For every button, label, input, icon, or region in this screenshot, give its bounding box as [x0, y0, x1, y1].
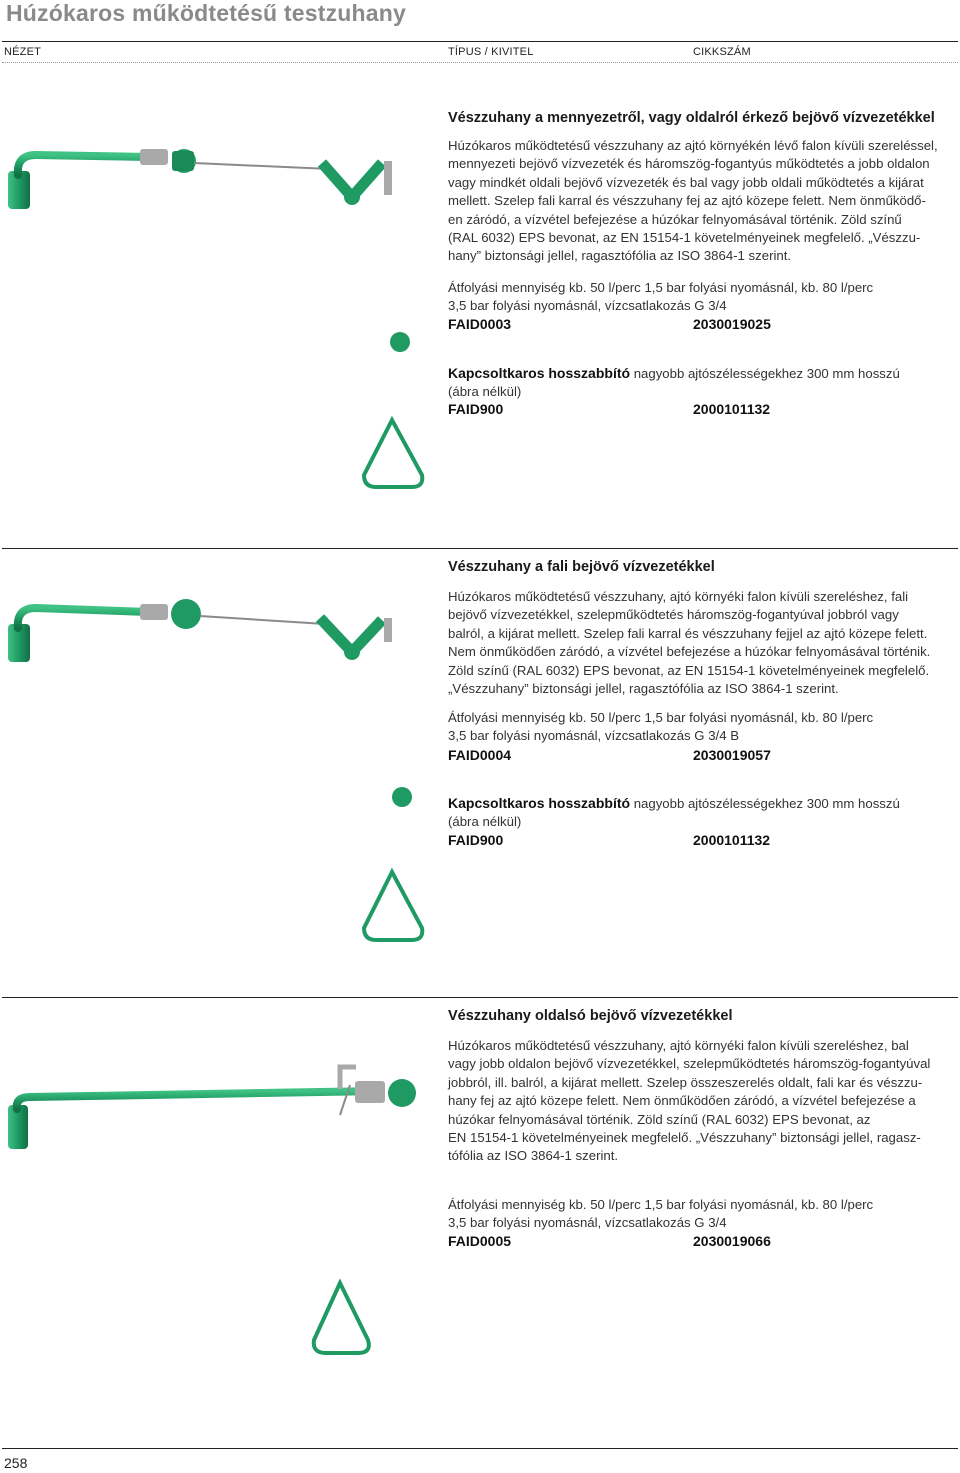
accessory-detail: nagyobb ajtószélességekhez 300 mm hosszú — [630, 366, 900, 381]
article-row — [448, 1233, 958, 1249]
description — [448, 588, 958, 698]
flow-line: Átfolyási mennyiség kb. 50 l/perc 1,5 bar folyási nyomásnál, kb. 80 l/perc — [448, 1197, 874, 1212]
header-rule — [2, 41, 958, 42]
section-heading: Vészzuhany a fali bejövő vízvezetékkel — [448, 559, 715, 575]
flow-line: 3,5 bar folyási nyomásnál, vízcsatlakozás G 3/4 B — [448, 728, 739, 744]
description-line: EN 15154-1 követelményeinek megfelelő. „Vészzuhany” biztonsági jellel, ragasz- — [448, 1130, 921, 1146]
flow-line: 3,5 bar folyási nyomásnál, vízcsatlakozás G 3/4 — [448, 298, 727, 314]
column-header-view: NÉZET — [4, 46, 42, 58]
article-number: 2030019057 — [693, 747, 771, 763]
accessory-row — [448, 401, 958, 417]
page-number: 258 — [4, 1455, 28, 1471]
description-line: (RAL 6032) EPS bevonat, az EN 15154-1 követelményeinek megfelelő. „Vészzu- — [448, 230, 921, 246]
description-line: vagy mindkét oldali bejövő vízvezeték és bal vagy jobb oldali működtetés a kijárat — [448, 174, 924, 190]
accessory-code: FAID900 — [448, 401, 504, 417]
accessory-note: (ábra nélkül) — [448, 814, 522, 830]
shower-image-side — [0, 1055, 440, 1385]
description-line: mennyezeti bejövő vízvezeték és háromszög-fogantyús működtetés a jobb oldalon — [448, 156, 930, 172]
article-number: 2030019066 — [693, 1233, 771, 1249]
description-line: tófólia az ISO 3864-1 szerint. — [448, 1148, 619, 1164]
section-heading: Vészzuhany a mennyezetről, vagy oldalról érkező bejövő vízvezetékkel — [448, 110, 935, 126]
article-code: FAID0004 — [448, 747, 512, 763]
column-header-type: TÍPUS / KIVITEL — [448, 46, 534, 58]
article-number: 2030019025 — [693, 316, 771, 332]
accessory-name: Kapcsoltkaros hosszabbító — [448, 365, 631, 381]
description — [448, 137, 958, 266]
description-line: Nem önműködően záródó, a vízvétel befejezése a húzókar felnyomásával történik. — [448, 644, 931, 660]
accessory-code: FAID900 — [448, 832, 504, 848]
footer-rule — [2, 1448, 958, 1449]
accessory-number: 2000101132 — [693, 832, 771, 848]
description-line: bejövő vízvezetékkel, szelepműködtetés háromszög-fogantyúval jobbról vagy — [448, 607, 899, 623]
accessory-name: Kapcsoltkaros hosszabbító — [448, 795, 631, 811]
description-line: mellett. Szelep fali karral és vészzuhany fej az ajtó közepe felett. Nem önműködő- — [448, 193, 926, 209]
section-heading: Vészzuhany oldalsó bejövő vízvezetékkel — [448, 1008, 733, 1024]
article-code: FAID0003 — [448, 316, 512, 332]
flow-line: 3,5 bar folyási nyomásnál, vízcsatlakozás G 3/4 — [448, 1215, 727, 1231]
accessory-description — [448, 794, 958, 832]
accessory-number: 2000101132 — [693, 401, 771, 417]
accessory-note: (ábra nélkül) — [448, 384, 522, 400]
page-title: Húzókaros működtetésű testzuhany — [6, 0, 407, 26]
description-line: en záródó, a vízvétel befejezése a húzókar felnyomásával történik. Zöld színű — [448, 211, 902, 227]
flow-line: Átfolyási mennyiség kb. 50 l/perc 1,5 bar folyási nyomásnál, kb. 80 l/perc — [448, 280, 874, 295]
description-line: vagy jobb oldalon bejövő vízvezetékkel, szelepműködtetés háromszög-fogantyúval — [448, 1056, 931, 1072]
description-line: jobbról, ill. balról, a kijárat mellett. Szelep összeszerelés oldalt, fali kar és vészzu- — [448, 1074, 923, 1090]
accessory-description — [448, 364, 958, 402]
accessory-row — [448, 832, 958, 848]
description-line: hany fej az ajtó közepe felett. Nem önműködően záródó, a vízvétel befejezése a — [448, 1093, 916, 1109]
shower-image-wall — [0, 590, 440, 950]
flow-spec — [448, 1196, 958, 1233]
flow-spec — [448, 709, 958, 746]
header-divider — [2, 62, 958, 63]
description — [448, 1037, 958, 1166]
description-line: Zöld színű (RAL 6032) EPS bevonat, az EN 15154-1 követelményeinek megfelelő. — [448, 662, 930, 678]
section-divider — [2, 548, 958, 549]
flow-spec — [448, 279, 958, 316]
description-line: balról, a kijárat mellett. Szelep fali karral és vészzuhany fejjel az ajtó közepe felett. — [448, 625, 928, 641]
description-line: Húzókaros működtetésű vészzuhany, ajtó környéki falon kívüli szereléshez, bal — [448, 1038, 909, 1053]
description-line: „Vészzuhany” biztonsági jellel, ragasztófólia az ISO 3864-1 szerint. — [448, 681, 839, 697]
flow-line: Átfolyási mennyiség kb. 50 l/perc 1,5 bar folyási nyomásnál, kb. 80 l/perc — [448, 710, 874, 725]
description-line: Húzókaros működtetésű vészzuhany, ajtó környéki falon kívüli szereléshez, fali — [448, 589, 909, 604]
article-row — [448, 316, 958, 332]
description-line: hany” biztonsági jellel, ragasztófólia az ISO 3864-1 szerint. — [448, 248, 792, 264]
shower-image-ceiling — [0, 135, 440, 500]
article-code: FAID0005 — [448, 1233, 512, 1249]
article-row — [448, 747, 958, 763]
description-line: húzókar felnyomásával történik. Zöld színű (RAL 6032) EPS bevonat, az — [448, 1111, 871, 1127]
section-divider — [2, 997, 958, 998]
accessory-detail: nagyobb ajtószélességekhez 300 mm hosszú — [630, 796, 900, 811]
column-header-code: CIKKSZÁM — [693, 46, 751, 58]
description-line: Húzókaros működtetésű vészzuhany az ajtó környékén lévő falon kívüli szereléssel, — [448, 138, 938, 153]
